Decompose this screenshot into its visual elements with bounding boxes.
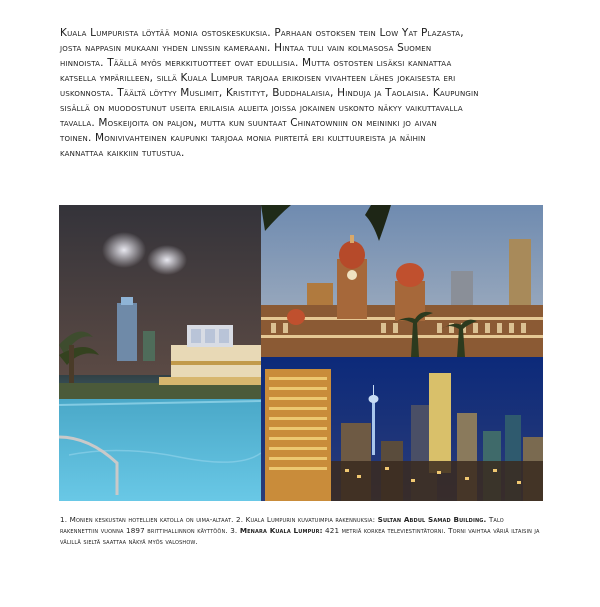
menara-skyline-illustration [261,357,543,501]
body-line: sisällä on muodostunut useita erilaisia alueita joissa jokainen uskonto näkyy vaikuttavalla [60,102,463,114]
photo-sultan-abdul-samad [261,205,543,357]
caption-tower-name: Menara Kuala Lumpur: [239,526,323,535]
caption-part: Talo rakennettiin vuonna 1897 brittihallinnon käyttöön. 3. [60,515,504,535]
body-line: uskonnosta. Täältä löytyy Muslimit, Kristityt, Buddhalaisia, Hinduja ja Taolaisia. Kaupungin [60,87,479,99]
body-line: hinnoista. Täällä myös merkkituotteet ovat edullisia. Mutta ostosten lisäksi kannattaa [60,57,452,69]
body-line: kannattaa kaikkiin tutustua. [60,147,185,159]
body-line: josta nappasin mukaani yhden linssin kameraani. Hintaa tuli vain kolmasosa Suomen [60,42,432,54]
body-line: toinen. Monivivahteinen kaupunki tarjoaa monia piirteitä eri kulttuureista ja näihin [60,132,426,144]
photo-menara-kl [261,357,543,501]
body-text [60,26,544,161]
caption-part: 1. Monien keskustan hotellien katolla on uima-altaat. 2. Kuala Lumpurin kuvatuimpia rakennuksia: [60,515,378,524]
photo-caption [60,514,544,547]
body-line: katsella ympärilleen, sillä Kuala Lumpur tarjoaa erikoisen vivahteen lähes jokaisesta eri [60,72,456,84]
sultan-building-illustration [261,205,543,357]
body-line: Kuala Lumpurista löytää monia ostoskeskuksia. Parhaan ostoksen tein Low Yat Plazasta, [60,27,464,39]
photo-rooftop-pool [59,205,261,501]
caption-part: 421 metriä korkea televiestintätorni. Torni vaihtaa väriä iltaisin ja välillä sieltä saattaa näkyä myös valoshow. [60,526,540,546]
rooftop-pool-illustration [59,205,261,501]
caption-building-name: Sultan Abdul Samad Building. [377,515,487,524]
body-line: tavalla. Moskeijoita on paljon, mutta kun suuntaat Chinatowniin on meininki jo aivan [60,117,437,129]
